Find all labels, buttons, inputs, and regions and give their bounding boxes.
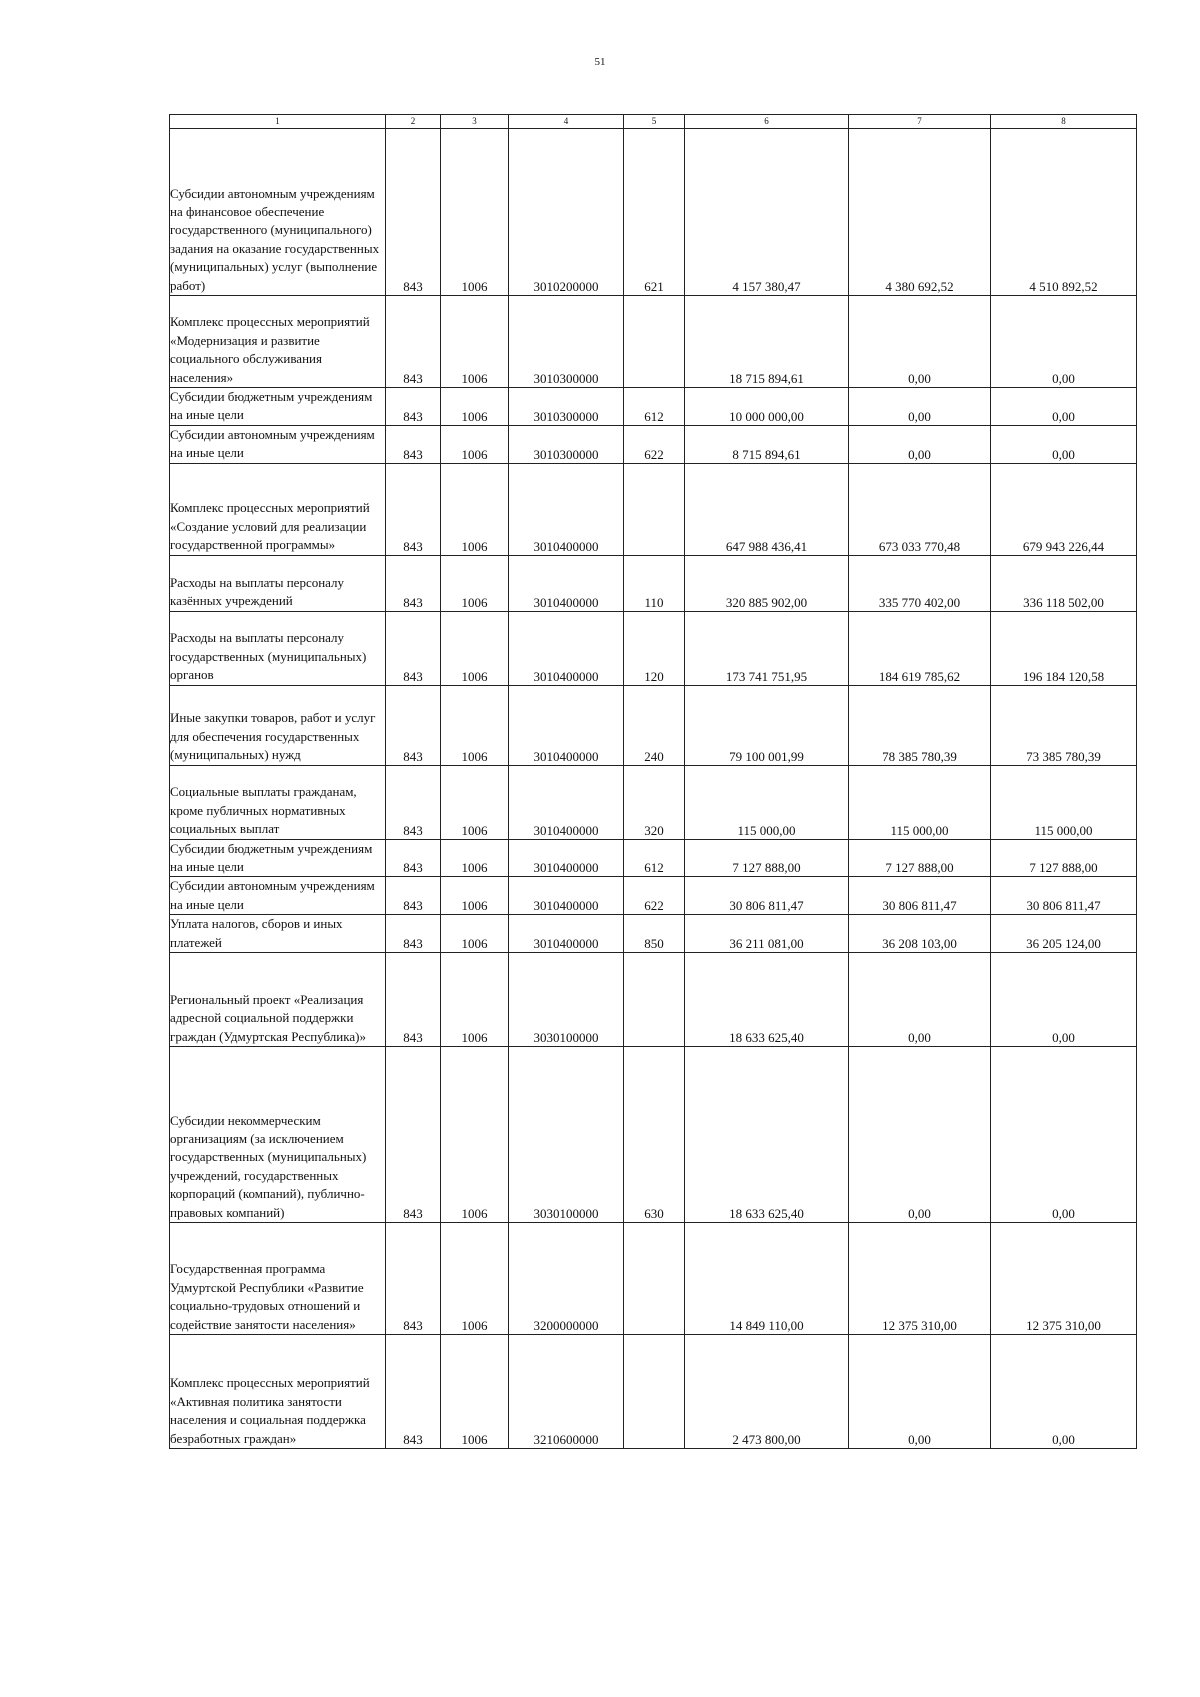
year1-amount-cell: 4 157 380,47 bbox=[685, 129, 849, 296]
table-row bbox=[170, 129, 1137, 296]
year3-amount-cell: 0,00 bbox=[991, 388, 1137, 426]
vr-cell: 120 bbox=[624, 611, 685, 685]
razdel-cell: 1006 bbox=[441, 425, 509, 463]
vr-cell: 630 bbox=[624, 1047, 685, 1223]
ved-cell: 843 bbox=[386, 611, 441, 685]
year1-amount-cell: 18 633 625,40 bbox=[685, 1047, 849, 1223]
year2-amount-cell: 0,00 bbox=[849, 388, 991, 426]
year3-amount-cell: 0,00 bbox=[991, 425, 1137, 463]
vr-cell: 622 bbox=[624, 425, 685, 463]
csr-cell: 3010400000 bbox=[509, 915, 624, 953]
name-cell: Расходы на выплаты персоналу казённых учреждений bbox=[170, 555, 386, 611]
ved-cell: 843 bbox=[386, 555, 441, 611]
razdel-cell: 1006 bbox=[441, 388, 509, 426]
table-header-row bbox=[170, 115, 1137, 129]
vr-cell bbox=[624, 953, 685, 1047]
name-cell: Уплата налогов, сборов и иных платежей bbox=[170, 915, 386, 953]
name-cell: Комплекс процессных мероприятий «Активная политика занятости населения и социальная поддержка безработных граждан» bbox=[170, 1335, 386, 1449]
name-cell: Социальные выплаты гражданам, кроме публичных нормативных социальных выплат bbox=[170, 765, 386, 839]
ved-cell: 843 bbox=[386, 463, 441, 555]
ved-cell: 843 bbox=[386, 129, 441, 296]
table-row bbox=[170, 296, 1137, 388]
year1-amount-cell: 173 741 751,95 bbox=[685, 611, 849, 685]
csr-cell: 3010400000 bbox=[509, 463, 624, 555]
year2-amount-cell: 7 127 888,00 bbox=[849, 839, 991, 877]
year2-amount-cell: 36 208 103,00 bbox=[849, 915, 991, 953]
name-cell: Комплекс процессных мероприятий «Создание условий для реализации государственной программы» bbox=[170, 463, 386, 555]
table-row bbox=[170, 611, 1137, 685]
table-row bbox=[170, 839, 1137, 877]
year3-amount-cell: 4 510 892,52 bbox=[991, 129, 1137, 296]
year2-amount-cell: 0,00 bbox=[849, 1047, 991, 1223]
name-cell: Субсидии автономным учреждениям на иные цели bbox=[170, 877, 386, 915]
year2-amount-cell: 184 619 785,62 bbox=[849, 611, 991, 685]
ved-cell: 843 bbox=[386, 1047, 441, 1223]
year2-amount-cell: 12 375 310,00 bbox=[849, 1223, 991, 1335]
vr-cell: 850 bbox=[624, 915, 685, 953]
table-row bbox=[170, 1223, 1137, 1335]
year2-amount-cell: 0,00 bbox=[849, 953, 991, 1047]
name-cell: Субсидии некоммерческим организациям (за исключением государственных (муниципальных) учреждений, государственных корпораций (компаний), публично-правовых компаний) bbox=[170, 1047, 386, 1223]
vr-cell: 612 bbox=[624, 388, 685, 426]
csr-cell: 3030100000 bbox=[509, 1047, 624, 1223]
csr-cell: 3210600000 bbox=[509, 1335, 624, 1449]
year1-amount-cell: 647 988 436,41 bbox=[685, 463, 849, 555]
name-cell: Расходы на выплаты персоналу государственных (муниципальных) органов bbox=[170, 611, 386, 685]
year2-amount-cell: 30 806 811,47 bbox=[849, 877, 991, 915]
ved-cell: 843 bbox=[386, 953, 441, 1047]
vr-cell: 622 bbox=[624, 877, 685, 915]
year2-amount-cell: 0,00 bbox=[849, 296, 991, 388]
razdel-cell: 1006 bbox=[441, 1335, 509, 1449]
budget-table bbox=[169, 114, 1137, 1449]
column-number-header: 7 bbox=[849, 115, 991, 129]
table-row bbox=[170, 425, 1137, 463]
table-row bbox=[170, 877, 1137, 915]
razdel-cell: 1006 bbox=[441, 555, 509, 611]
year3-amount-cell: 12 375 310,00 bbox=[991, 1223, 1137, 1335]
table-row bbox=[170, 953, 1137, 1047]
razdel-cell: 1006 bbox=[441, 129, 509, 296]
table-row bbox=[170, 555, 1137, 611]
year1-amount-cell: 18 633 625,40 bbox=[685, 953, 849, 1047]
ved-cell: 843 bbox=[386, 1223, 441, 1335]
csr-cell: 3010400000 bbox=[509, 765, 624, 839]
name-cell: Комплекс процессных мероприятий «Модернизация и развитие социального обслуживания населения» bbox=[170, 296, 386, 388]
name-cell: Региональный проект «Реализация адресной социальной поддержки граждан (Удмуртская Республика)» bbox=[170, 953, 386, 1047]
csr-cell: 3010300000 bbox=[509, 425, 624, 463]
name-cell: Субсидии бюджетным учреждениям на иные цели bbox=[170, 388, 386, 426]
csr-cell: 3010400000 bbox=[509, 611, 624, 685]
razdel-cell: 1006 bbox=[441, 915, 509, 953]
year3-amount-cell: 115 000,00 bbox=[991, 765, 1137, 839]
csr-cell: 3010400000 bbox=[509, 839, 624, 877]
column-number-header: 6 bbox=[685, 115, 849, 129]
year1-amount-cell: 7 127 888,00 bbox=[685, 839, 849, 877]
razdel-cell: 1006 bbox=[441, 1223, 509, 1335]
year1-amount-cell: 14 849 110,00 bbox=[685, 1223, 849, 1335]
razdel-cell: 1006 bbox=[441, 953, 509, 1047]
ved-cell: 843 bbox=[386, 839, 441, 877]
razdel-cell: 1006 bbox=[441, 1047, 509, 1223]
csr-cell: 3010200000 bbox=[509, 129, 624, 296]
year3-amount-cell: 36 205 124,00 bbox=[991, 915, 1137, 953]
razdel-cell: 1006 bbox=[441, 685, 509, 765]
year2-amount-cell: 0,00 bbox=[849, 425, 991, 463]
csr-cell: 3010400000 bbox=[509, 877, 624, 915]
name-cell: Субсидии бюджетным учреждениям на иные цели bbox=[170, 839, 386, 877]
year2-amount-cell: 115 000,00 bbox=[849, 765, 991, 839]
year3-amount-cell: 0,00 bbox=[991, 953, 1137, 1047]
year1-amount-cell: 115 000,00 bbox=[685, 765, 849, 839]
vr-cell: 240 bbox=[624, 685, 685, 765]
vr-cell: 621 bbox=[624, 129, 685, 296]
csr-cell: 3010300000 bbox=[509, 388, 624, 426]
razdel-cell: 1006 bbox=[441, 839, 509, 877]
table-row bbox=[170, 388, 1137, 426]
year2-amount-cell: 335 770 402,00 bbox=[849, 555, 991, 611]
csr-cell: 3010400000 bbox=[509, 555, 624, 611]
razdel-cell: 1006 bbox=[441, 765, 509, 839]
table-row bbox=[170, 685, 1137, 765]
csr-cell: 3010400000 bbox=[509, 685, 624, 765]
ved-cell: 843 bbox=[386, 915, 441, 953]
ved-cell: 843 bbox=[386, 1335, 441, 1449]
year3-amount-cell: 196 184 120,58 bbox=[991, 611, 1137, 685]
year1-amount-cell: 30 806 811,47 bbox=[685, 877, 849, 915]
name-cell: Иные закупки товаров, работ и услуг для обеспечения государственных (муниципальных) нужд bbox=[170, 685, 386, 765]
name-cell: Субсидии автономным учреждениям на иные цели bbox=[170, 425, 386, 463]
ved-cell: 843 bbox=[386, 388, 441, 426]
year3-amount-cell: 336 118 502,00 bbox=[991, 555, 1137, 611]
column-number-header: 3 bbox=[441, 115, 509, 129]
year3-amount-cell: 0,00 bbox=[991, 1335, 1137, 1449]
csr-cell: 3010300000 bbox=[509, 296, 624, 388]
name-cell: Государственная программа Удмуртской Республики «Развитие социально-трудовых отношений и содействие занятости населения» bbox=[170, 1223, 386, 1335]
table-row bbox=[170, 765, 1137, 839]
vr-cell: 320 bbox=[624, 765, 685, 839]
year3-amount-cell: 0,00 bbox=[991, 296, 1137, 388]
column-number-header: 1 bbox=[170, 115, 386, 129]
year3-amount-cell: 0,00 bbox=[991, 1047, 1137, 1223]
razdel-cell: 1006 bbox=[441, 463, 509, 555]
name-cell: Субсидии автономным учреждениям на финансовое обеспечение государственного (муниципального) задания на оказание государственных (муниципальных) услуг (выполнение работ) bbox=[170, 129, 386, 296]
year1-amount-cell: 18 715 894,61 bbox=[685, 296, 849, 388]
year1-amount-cell: 8 715 894,61 bbox=[685, 425, 849, 463]
year1-amount-cell: 2 473 800,00 bbox=[685, 1335, 849, 1449]
ved-cell: 843 bbox=[386, 877, 441, 915]
ved-cell: 843 bbox=[386, 296, 441, 388]
year2-amount-cell: 4 380 692,52 bbox=[849, 129, 991, 296]
razdel-cell: 1006 bbox=[441, 611, 509, 685]
year3-amount-cell: 7 127 888,00 bbox=[991, 839, 1137, 877]
csr-cell: 3200000000 bbox=[509, 1223, 624, 1335]
year1-amount-cell: 10 000 000,00 bbox=[685, 388, 849, 426]
ved-cell: 843 bbox=[386, 765, 441, 839]
table-row bbox=[170, 463, 1137, 555]
year3-amount-cell: 73 385 780,39 bbox=[991, 685, 1137, 765]
year3-amount-cell: 30 806 811,47 bbox=[991, 877, 1137, 915]
vr-cell bbox=[624, 1335, 685, 1449]
year1-amount-cell: 36 211 081,00 bbox=[685, 915, 849, 953]
year2-amount-cell: 0,00 bbox=[849, 1335, 991, 1449]
ved-cell: 843 bbox=[386, 685, 441, 765]
table-row bbox=[170, 915, 1137, 953]
table-body bbox=[170, 129, 1137, 1449]
year2-amount-cell: 673 033 770,48 bbox=[849, 463, 991, 555]
vr-cell: 110 bbox=[624, 555, 685, 611]
table-row bbox=[170, 1335, 1137, 1449]
year3-amount-cell: 679 943 226,44 bbox=[991, 463, 1137, 555]
column-number-header: 4 bbox=[509, 115, 624, 129]
csr-cell: 3030100000 bbox=[509, 953, 624, 1047]
vr-cell bbox=[624, 1223, 685, 1335]
razdel-cell: 1006 bbox=[441, 877, 509, 915]
vr-cell bbox=[624, 296, 685, 388]
column-number-header: 5 bbox=[624, 115, 685, 129]
table-row bbox=[170, 1047, 1137, 1223]
year1-amount-cell: 79 100 001,99 bbox=[685, 685, 849, 765]
vr-cell bbox=[624, 463, 685, 555]
ved-cell: 843 bbox=[386, 425, 441, 463]
column-number-header: 2 bbox=[386, 115, 441, 129]
razdel-cell: 1006 bbox=[441, 296, 509, 388]
year1-amount-cell: 320 885 902,00 bbox=[685, 555, 849, 611]
page-number: 51 bbox=[594, 56, 606, 68]
year2-amount-cell: 78 385 780,39 bbox=[849, 685, 991, 765]
vr-cell: 612 bbox=[624, 839, 685, 877]
column-number-header: 8 bbox=[991, 115, 1137, 129]
